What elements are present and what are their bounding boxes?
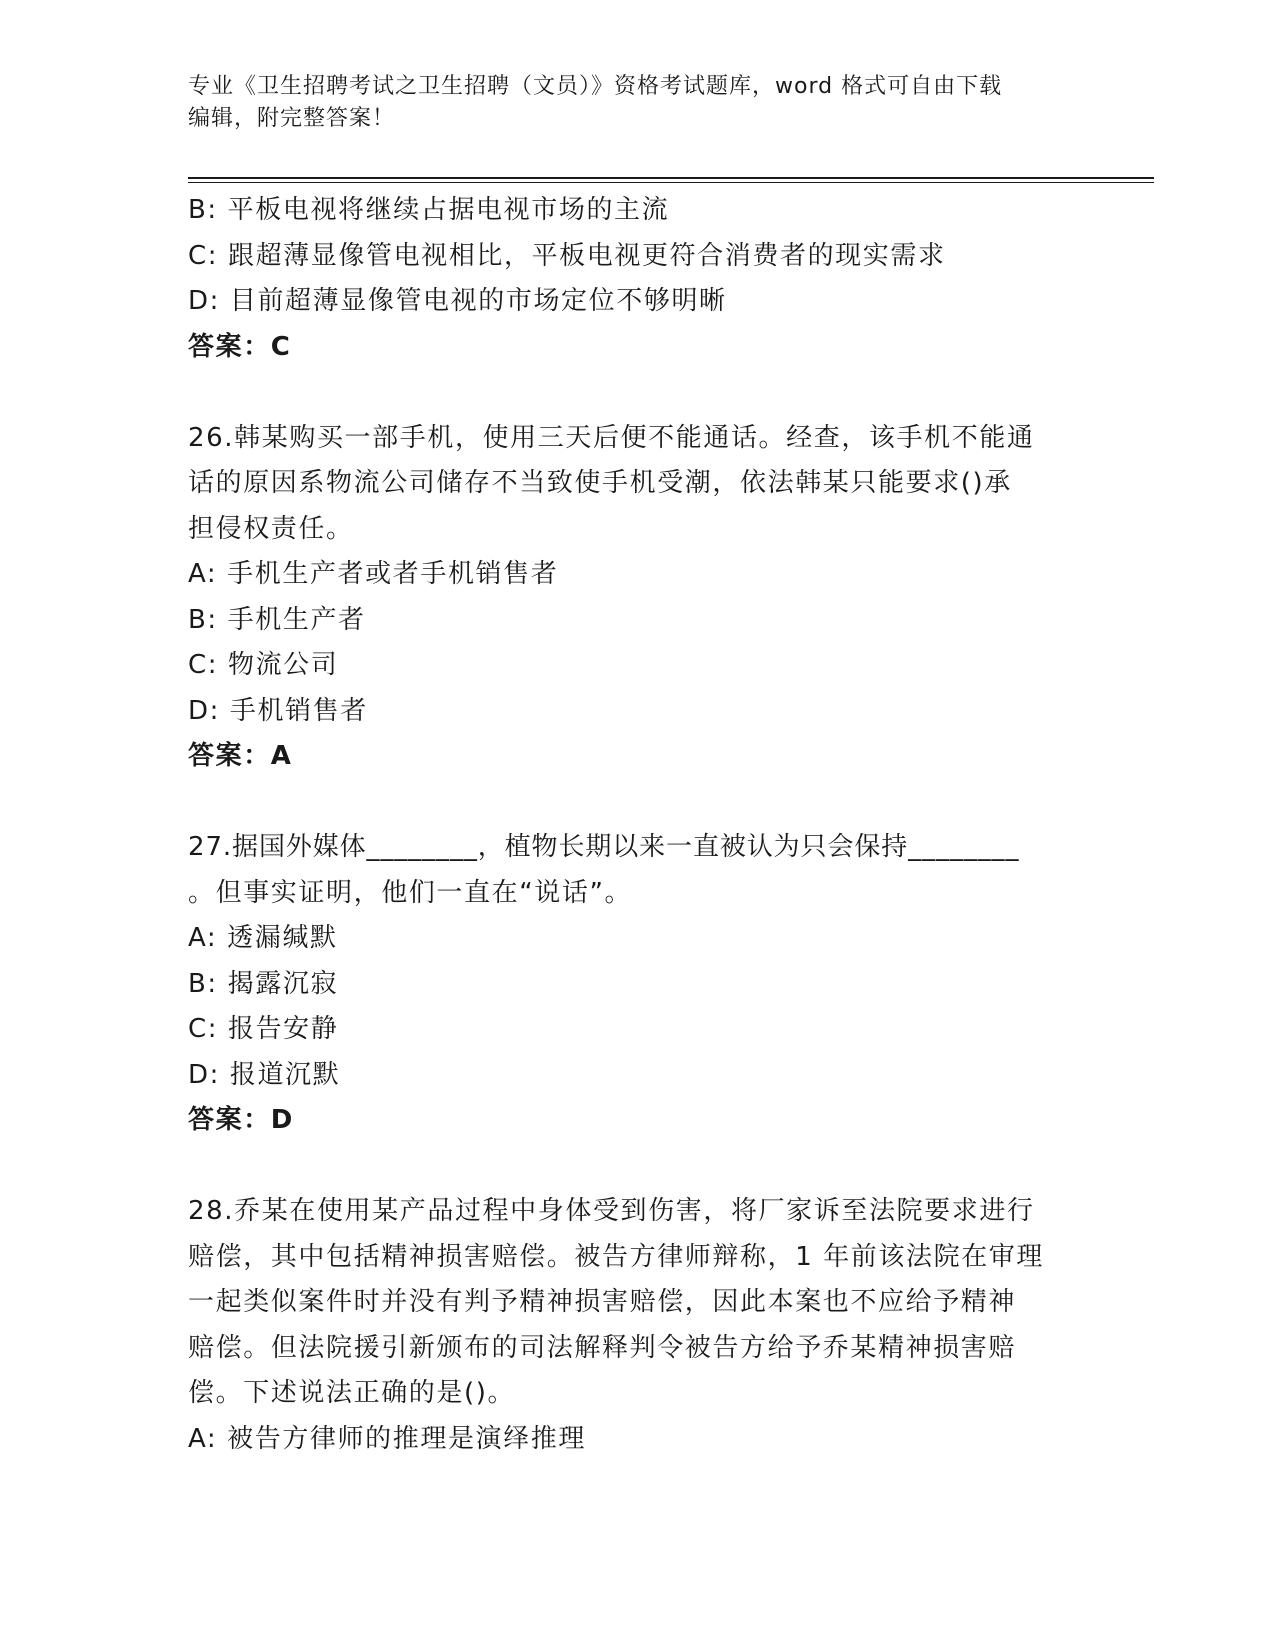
question-content [188, 188, 1088, 1462]
answer-line: 答案：D [188, 1105, 294, 1135]
question-stem-line: 27.据国外媒体________，植物长期以来一直被认为只会保持________ [188, 832, 1020, 862]
option-c: C: 物流公司 [188, 650, 339, 680]
question-stem-line: 26.韩某购买一部手机，使用三天后便不能通话。经查，该手机不能通 [188, 422, 1035, 453]
question-stem-line: 。但事实证明，他们一直在“说话”。 [188, 877, 633, 908]
question-stem-line: 话的原因系物流公司储存不当致使手机受潮，依法韩某只能要求()承 [188, 468, 1012, 498]
question-27 [188, 825, 1088, 1144]
option-d: D: 手机销售者 [188, 695, 368, 726]
spacer [188, 780, 1088, 826]
option-c: C: 跟超薄显像管电视相比，平板电视更符合消费者的现实需求 [188, 240, 946, 271]
option-a: A: 透漏缄默 [188, 923, 338, 953]
question-stem-line: 偿。下述说法正确的是()。 [188, 1378, 516, 1408]
option-b: B: 平板电视将继续占据电视市场的主流 [188, 195, 670, 225]
document-header [188, 71, 1088, 135]
answer-line: 答案：C [188, 331, 292, 362]
answer-line: 答案：A [188, 741, 293, 771]
option-d: D: 目前超薄显像管电视的市场定位不够明晰 [188, 286, 727, 316]
option-b: B: 揭露沉寂 [188, 968, 339, 999]
option-b: B: 手机生产者 [188, 604, 366, 635]
question-stem-line: 28.乔某在使用某产品过程中身体受到伤害，将厂家诉至法院要求进行 [188, 1196, 1035, 1226]
question-stem-line: 担侵权责任。 [188, 513, 354, 544]
question-stem-line: 赔偿。但法院援引新颁布的司法解释判令被告方给予乔某精神损害赔 [188, 1332, 1017, 1363]
option-a: A: 手机生产者或者手机销售者 [188, 559, 559, 589]
spacer [188, 1144, 1088, 1190]
header-divider-thick [188, 177, 1154, 179]
spacer [188, 370, 1088, 416]
option-c: C: 报告安静 [188, 1014, 339, 1044]
header-line-2: 编辑，附完整答案！ [188, 106, 396, 131]
question-stem-line: 赔偿，其中包括精神损害赔偿。被告方律师辩称，1 年前该法院在审理 [188, 1241, 1045, 1272]
question-stem-line: 一起类似案件时并没有判予精神损害赔偿，因此本案也不应给予精神 [188, 1287, 1017, 1317]
question-26 [188, 416, 1088, 780]
question-25-tail [188, 188, 1088, 370]
question-28 [188, 1189, 1088, 1462]
header-line-1: 专业《卫生招聘考试之卫生招聘（文员）》资格考试题库，word 格式可自由下载 [188, 74, 1003, 99]
option-d: D: 报道沉默 [188, 1059, 341, 1090]
option-a: A: 被告方律师的推理是演绎推理 [188, 1423, 586, 1454]
header-divider-thin [188, 182, 1154, 183]
